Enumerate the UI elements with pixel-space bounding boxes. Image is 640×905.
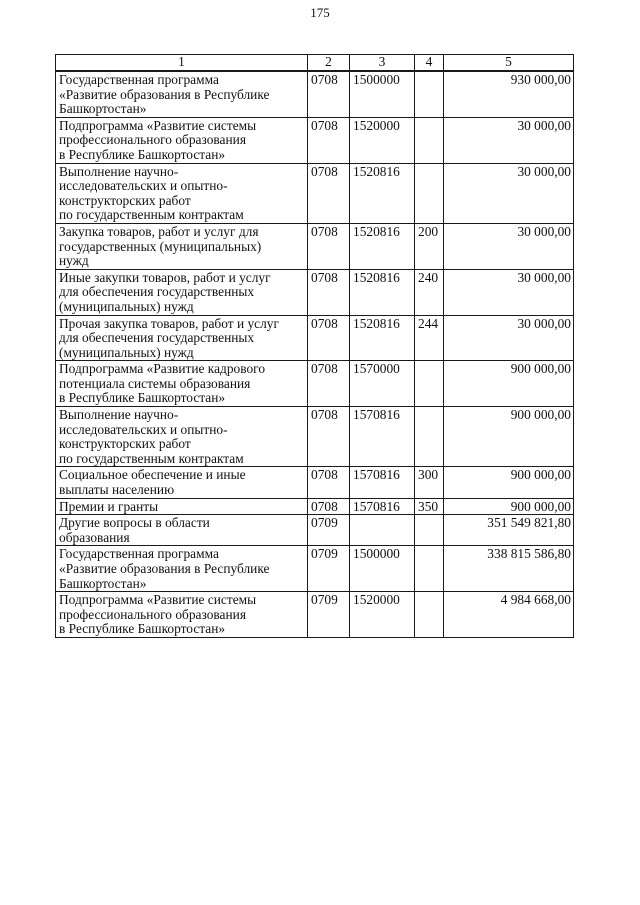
header-col-2: 2 [308,55,350,72]
row-section: 0708 [308,117,350,163]
row-target: 1520000 [350,592,415,638]
header-col-5: 5 [444,55,574,72]
row-amount: 30 000,00 [444,223,574,269]
row-section: 0708 [308,361,350,407]
row-name: Государственная программа «Развитие образования в Республике Башкортостан» [56,546,308,592]
row-target [350,515,415,546]
row-type: 244 [415,315,444,361]
row-target: 1570816 [350,407,415,467]
row-amount: 30 000,00 [444,269,574,315]
row-name: Закупка товаров, работ и услуг для государственных (муниципальных) нужд [56,223,308,269]
row-section: 0708 [308,498,350,515]
row-name: Выполнение научно- исследовательских и опытно- конструкторских работ по государственным контрактам [56,407,308,467]
row-amount: 30 000,00 [444,315,574,361]
header-col-3: 3 [350,55,415,72]
page-number: 175 [310,5,330,20]
header-col-1: 1 [56,55,308,72]
row-target: 1520816 [350,223,415,269]
row-name: Прочая закупка товаров, работ и услуг для обеспечения государственных (муниципальных) нужд [56,315,308,361]
table-row [56,546,574,592]
row-type [415,592,444,638]
row-amount: 900 000,00 [444,361,574,407]
row-name: Социальное обеспечение и иные выплаты населению [56,467,308,498]
row-name: Премии и гранты [56,498,308,515]
row-section: 0708 [308,163,350,223]
row-target: 1520816 [350,163,415,223]
table-row [56,515,574,546]
header-col-4: 4 [415,55,444,72]
row-name: Выполнение научно- исследовательских и опытно- конструкторских работ по государственным контрактам [56,163,308,223]
row-target: 1500000 [350,546,415,592]
row-amount: 900 000,00 [444,407,574,467]
row-section: 0708 [308,407,350,467]
row-type [415,546,444,592]
row-type [415,361,444,407]
row-target: 1520000 [350,117,415,163]
row-amount: 930 000,00 [444,71,574,117]
row-name: Подпрограмма «Развитие системы профессионального образования в Республике Башкортостан» [56,117,308,163]
row-name: Другие вопросы в области образования [56,515,308,546]
row-amount: 900 000,00 [444,467,574,498]
row-amount: 30 000,00 [444,163,574,223]
row-type: 350 [415,498,444,515]
row-section: 0708 [308,223,350,269]
row-target: 1520816 [350,269,415,315]
row-name: Государственная программа «Развитие образования в Республике Башкортостан» [56,71,308,117]
table-row [56,71,574,117]
row-type [415,117,444,163]
table-row [56,361,574,407]
table-row [56,163,574,223]
row-type [415,163,444,223]
row-type [415,515,444,546]
row-type [415,71,444,117]
table-row [56,315,574,361]
row-target: 1500000 [350,71,415,117]
row-amount: 30 000,00 [444,117,574,163]
row-name: Подпрограмма «Развитие кадрового потенциала системы образования в Республике Башкортостан» [56,361,308,407]
row-section: 0708 [308,315,350,361]
table-row [56,407,574,467]
row-target: 1570816 [350,498,415,515]
row-target: 1570000 [350,361,415,407]
row-section: 0708 [308,269,350,315]
row-amount: 338 815 586,80 [444,546,574,592]
row-section: 0708 [308,71,350,117]
table-row [56,223,574,269]
row-type [415,407,444,467]
budget-table [55,54,574,638]
table-header-row [56,55,574,72]
row-type: 300 [415,467,444,498]
row-name: Подпрограмма «Развитие системы профессионального образования в Республике Башкортостан» [56,592,308,638]
table-row [56,467,574,498]
row-target: 1570816 [350,467,415,498]
row-section: 0709 [308,546,350,592]
row-amount: 351 549 821,80 [444,515,574,546]
row-type: 240 [415,269,444,315]
table-row [56,117,574,163]
row-target: 1520816 [350,315,415,361]
table-row [56,269,574,315]
row-section: 0709 [308,515,350,546]
row-section: 0708 [308,467,350,498]
row-name: Иные закупки товаров, работ и услуг для обеспечения государственных (муниципальных) нужд [56,269,308,315]
table-row [56,592,574,638]
row-amount: 4 984 668,00 [444,592,574,638]
table-row [56,498,574,515]
row-section: 0709 [308,592,350,638]
row-type: 200 [415,223,444,269]
row-amount: 900 000,00 [444,498,574,515]
